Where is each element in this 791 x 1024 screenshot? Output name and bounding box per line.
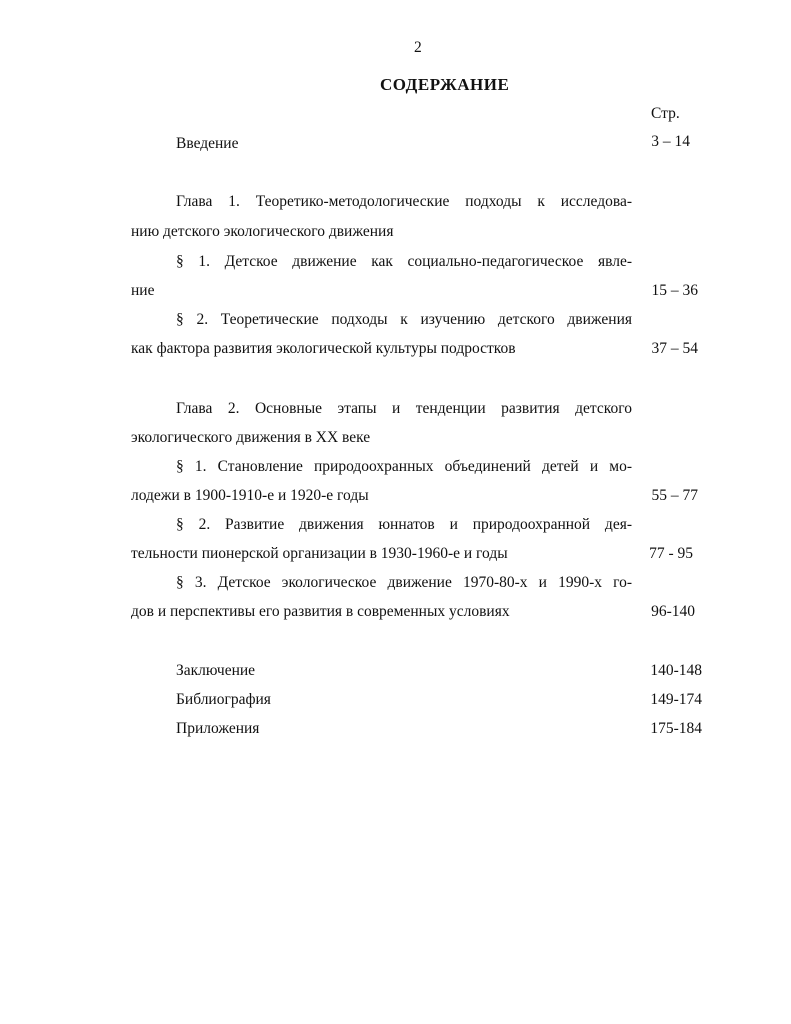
section-line: § 1. Становление природоохранных объединений детей и мо- [176,458,632,475]
toc-pages: 3 – 14 [651,133,690,150]
section-line: § 2. Теоретические подходы к изучению детского движения [176,311,632,328]
section-line: как фактора развития экологической культуры подростков [131,340,516,357]
toc-pages: 96-140 [651,603,695,620]
section-line: лодежи в 1900-1910-е и 1920-е годы [131,487,369,504]
toc-pages: 55 – 77 [651,487,698,504]
toc-pages: 149-174 [650,691,702,708]
chapter-heading-line: нию детского экологического движения [131,223,394,240]
toc-pages: 140-148 [650,662,702,679]
toc-pages: 37 – 54 [651,340,698,357]
section-line: § 3. Детское экологическое движение 1970-80-х и 1990-х го- [176,574,632,591]
toc-pages: 77 - 95 [649,545,693,562]
section-line: дов и перспективы его развития в современных условиях [131,603,510,620]
toc-label: Заключение [176,662,256,679]
toc-pages: 15 – 36 [651,282,698,299]
chapter-heading-line: Глава 2. Основные этапы и тенденции развития детского [176,400,632,417]
section-line: ние [131,282,155,299]
section-line: § 1. Детское движение как социально-педагогическое явле- [176,253,632,270]
toc-pages: 175-184 [650,720,702,737]
page-number: 2 [414,39,422,56]
toc-label: Библиография [176,691,271,708]
section-line: § 2. Развитие движения юннатов и природоохранной дея- [176,516,632,533]
section-line: тельности пионерской организации в 1930-1960-е и годы [131,545,508,562]
chapter-heading-line: Глава 1. Теоретико-методологические подходы к исследова- [176,193,632,210]
toc-label: Приложения [176,720,260,737]
toc-label: Введение [176,135,239,152]
page-column-header: Стр. [651,105,680,122]
chapter-heading-line: экологического движения в XX веке [131,429,371,446]
page-title: СОДЕРЖАНИЕ [380,75,510,94]
